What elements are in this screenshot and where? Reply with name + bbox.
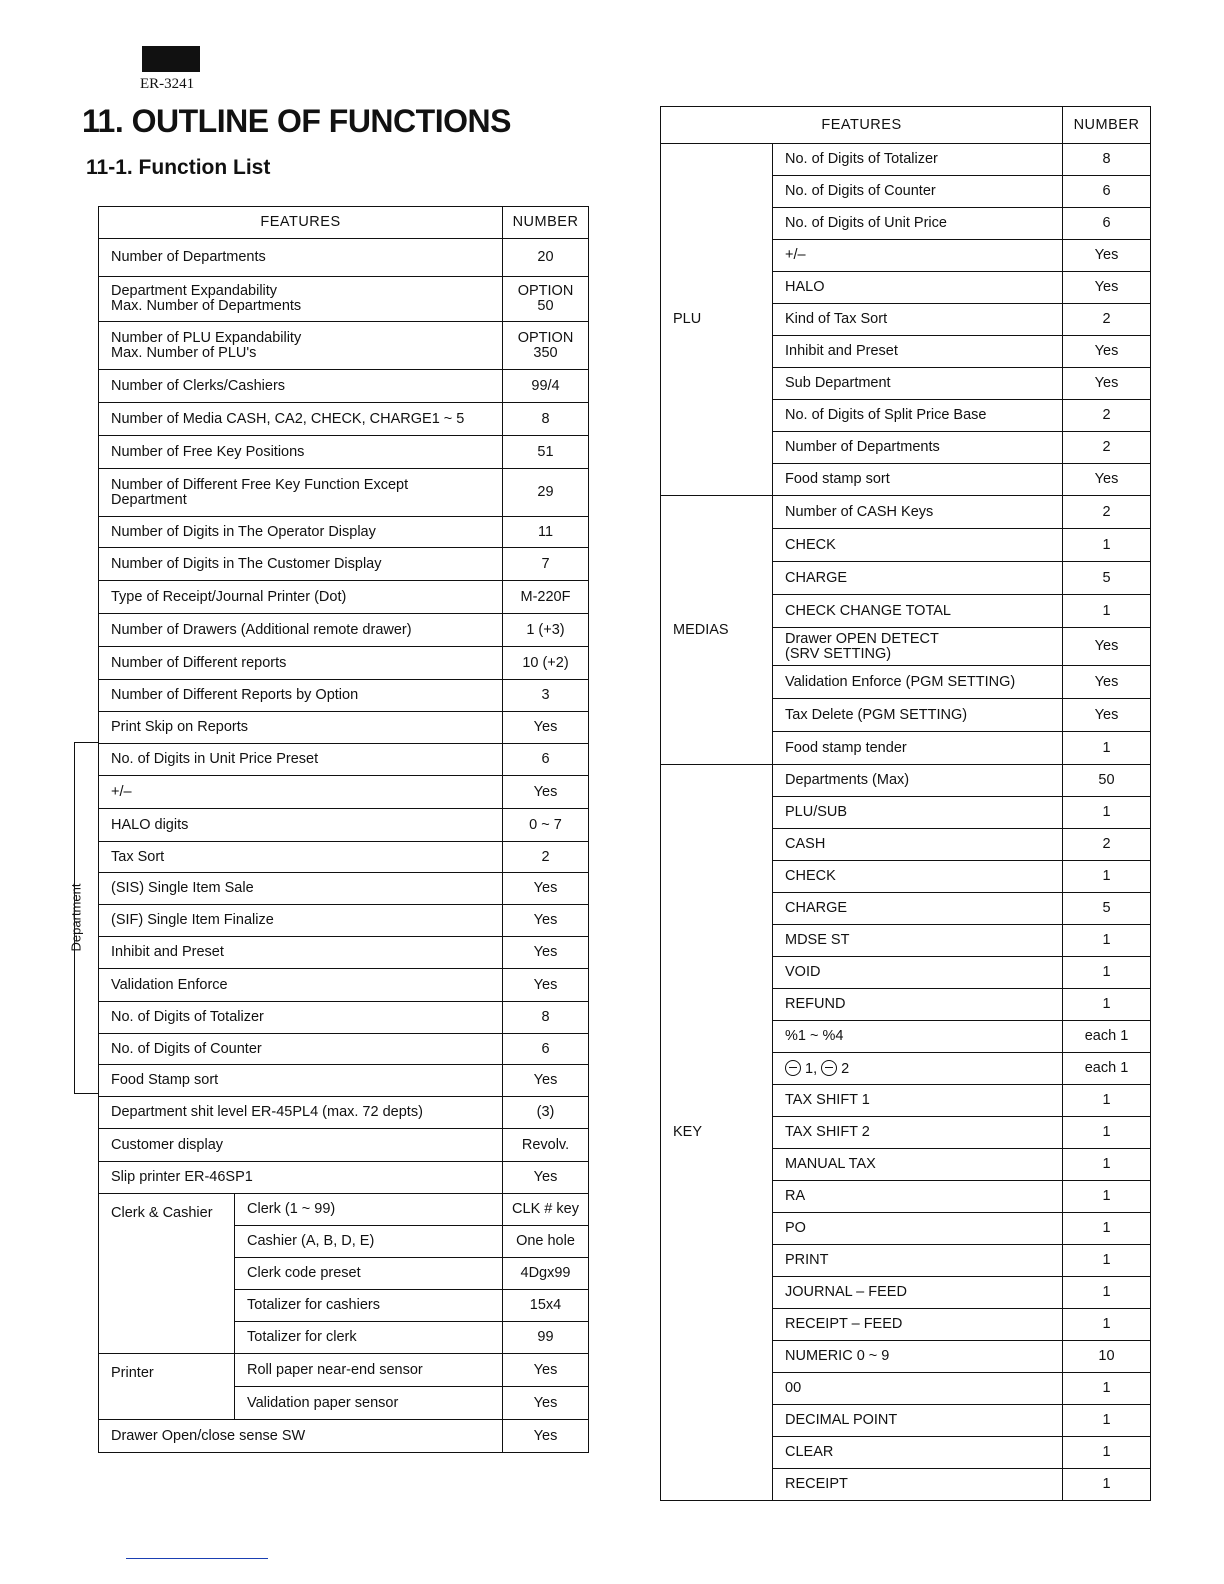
number-cell: Yes: [503, 1354, 589, 1387]
feature-cell: VOID: [773, 957, 1063, 989]
feature-cell: Customer display: [99, 1129, 503, 1162]
feature-cell-line2: Max. Number of PLU's: [111, 344, 257, 361]
feature-cell: (SIS) Single Item Sale: [99, 873, 503, 905]
number-cell: 0 ~ 7: [503, 809, 589, 842]
feature-cell: Validation Enforce (PGM SETTING): [773, 666, 1063, 699]
number-cell: 1: [1063, 1245, 1151, 1277]
feature-cell: Clerk code preset: [235, 1258, 503, 1290]
feature-cell: CASH: [773, 829, 1063, 861]
feature-cell: [99, 322, 503, 370]
table-row: [99, 403, 589, 436]
feature-cell: [773, 1053, 1063, 1085]
number-cell: Yes: [503, 1420, 589, 1453]
feature-cell: Number of Different reports: [99, 647, 503, 680]
header-features: FEATURES: [661, 107, 1063, 144]
feature-cell: Number of Different Reports by Option: [99, 680, 503, 712]
number-cell: (3): [503, 1097, 589, 1129]
group-plu: PLU: [661, 144, 773, 496]
group-printer: Printer: [99, 1354, 235, 1420]
table-row: [99, 517, 589, 548]
number-cell: 1: [1063, 732, 1151, 765]
table-row: [99, 905, 589, 937]
feature-cell: %1 ~ %4: [773, 1021, 1063, 1053]
table-row: [99, 969, 589, 1002]
number-cell-line2: 350: [533, 344, 558, 361]
table-header-row: [661, 107, 1151, 144]
feature-cell: Drawer Open/close sense SW: [99, 1420, 503, 1453]
number-cell-line1: OPTION: [517, 329, 574, 346]
feature-cell: Type of Receipt/Journal Printer (Dot): [99, 581, 503, 614]
table-row: [99, 937, 589, 969]
number-cell: 1: [1063, 989, 1151, 1021]
feature-cell: No. of Digits of Totalizer: [99, 1002, 503, 1034]
number-cell: 2: [1063, 496, 1151, 529]
number-cell: CLK # key: [503, 1194, 589, 1226]
table-row: [99, 744, 589, 776]
feature-cell: (SIF) Single Item Finalize: [99, 905, 503, 937]
table-row: [99, 842, 589, 873]
feature-cell: Inhibit and Preset: [99, 937, 503, 969]
number-cell: 5: [1063, 893, 1151, 925]
table-row: [99, 1034, 589, 1065]
number-cell: 99: [503, 1322, 589, 1354]
number-cell: Yes: [503, 1065, 589, 1097]
feature-cell: Number of Media CASH, CA2, CHECK, CHARGE1 ~ 5: [99, 403, 503, 436]
feature-cell: DECIMAL POINT: [773, 1405, 1063, 1437]
number-cell: 29: [503, 469, 589, 517]
number-cell: Yes: [503, 873, 589, 905]
feature-cell: TAX SHIFT 2: [773, 1117, 1063, 1149]
number-cell: each 1: [1063, 1053, 1151, 1085]
feature-cell: RA: [773, 1181, 1063, 1213]
number-cell: 2: [1063, 304, 1151, 336]
table-row: [99, 1420, 589, 1453]
feature-cell: Cashier (A, B, D, E): [235, 1226, 503, 1258]
number-cell: 8: [503, 403, 589, 436]
table-row: [99, 1194, 589, 1226]
number-cell: 20: [503, 239, 589, 277]
header-features: FEATURES: [99, 207, 503, 239]
number-cell: 2: [1063, 432, 1151, 464]
feature-cell: Number of Drawers (Additional remote drawer): [99, 614, 503, 647]
department-group-label: Department: [68, 883, 84, 952]
table-row: [99, 1097, 589, 1129]
number-cell: Yes: [1063, 368, 1151, 400]
feature-cell-line1: Department Expandability: [111, 283, 278, 299]
feature-cell: Validation paper sensor: [235, 1387, 503, 1420]
number-cell: 5: [1063, 562, 1151, 595]
table-row: [661, 496, 1151, 529]
number-cell: 15x4: [503, 1290, 589, 1322]
table-row: [99, 1354, 589, 1387]
feature-cell-line1: Drawer OPEN DETECT: [785, 630, 939, 647]
table-row: [99, 1162, 589, 1194]
feature-cell: Food stamp tender: [773, 732, 1063, 765]
feature-cell: Departments (Max): [773, 765, 1063, 797]
feature-cell: JOURNAL – FEED: [773, 1277, 1063, 1309]
section-subtitle: 11-1. Function List: [86, 156, 271, 179]
feature-cell: No. of Digits in Unit Price Preset: [99, 744, 503, 776]
feature-cell: +/–: [99, 776, 503, 809]
group-key: KEY: [661, 765, 773, 1501]
feature-cell-line2: Department: [111, 491, 187, 508]
feature-cell: No. of Digits of Counter: [773, 176, 1063, 208]
number-cell: 51: [503, 436, 589, 469]
feature-cell: Slip printer ER-46SP1: [99, 1162, 503, 1194]
feature-cell: No. of Digits of Split Price Base: [773, 400, 1063, 432]
number-cell: 10: [1063, 1341, 1151, 1373]
number-cell: Yes: [503, 1387, 589, 1420]
number-cell: Yes: [503, 905, 589, 937]
number-cell: 1: [1063, 861, 1151, 893]
feature-cell-line2: (SRV SETTING): [785, 645, 892, 662]
number-cell: 6: [503, 744, 589, 776]
feature-cell: +/–: [773, 240, 1063, 272]
number-cell: Yes: [1063, 628, 1151, 666]
feature-cell: [99, 469, 503, 517]
feature-cell: Tax Sort: [99, 842, 503, 873]
feature-cell: CHARGE: [773, 562, 1063, 595]
number-cell-line1: OPTION: [517, 283, 574, 299]
feature-cell: Kind of Tax Sort: [773, 304, 1063, 336]
number-cell: 4Dgx99: [503, 1258, 589, 1290]
table-row: [99, 1065, 589, 1097]
number-cell: Yes: [503, 712, 589, 744]
number-cell: 7: [503, 548, 589, 581]
number-cell: 1: [1063, 1469, 1151, 1501]
number-cell: Yes: [1063, 240, 1151, 272]
feature-cell: RECEIPT – FEED: [773, 1309, 1063, 1341]
logo-block: [142, 46, 200, 72]
number-cell: 1: [1063, 1181, 1151, 1213]
table-header-row: [99, 207, 589, 239]
right-function-table: [660, 106, 1151, 1501]
number-cell: 2: [1063, 829, 1151, 861]
number-cell: 1: [1063, 1117, 1151, 1149]
number-cell: 10 (+2): [503, 647, 589, 680]
number-cell: 1: [1063, 529, 1151, 562]
feature-cell: Department shit level ER-45PL4 (max. 72 depts): [99, 1097, 503, 1129]
table-row: [99, 712, 589, 744]
feature-cell: Clerk (1 ~ 99): [235, 1194, 503, 1226]
number-cell: 1: [1063, 1405, 1151, 1437]
feature-cell: Tax Delete (PGM SETTING): [773, 699, 1063, 732]
number-cell: Yes: [503, 776, 589, 809]
feature-cell: CHECK: [773, 861, 1063, 893]
number-cell: 1: [1063, 1085, 1151, 1117]
table-row: [99, 809, 589, 842]
feature-cell: Food stamp sort: [773, 464, 1063, 496]
feature-cell: [99, 277, 503, 322]
feature-cell: Food Stamp sort: [99, 1065, 503, 1097]
number-cell: Yes: [1063, 464, 1151, 496]
feature-cell: Number of Departments: [773, 432, 1063, 464]
table-row: [99, 469, 589, 517]
table-row: [99, 647, 589, 680]
feature-cell: CLEAR: [773, 1437, 1063, 1469]
table-row: [99, 548, 589, 581]
feature-cell: REFUND: [773, 989, 1063, 1021]
feature-cell: Validation Enforce: [99, 969, 503, 1002]
feature-cell: PRINT: [773, 1245, 1063, 1277]
feature-cell: No. of Digits of Unit Price: [773, 208, 1063, 240]
table-row: [99, 581, 589, 614]
table-row: [99, 277, 589, 322]
table-row: [99, 1129, 589, 1162]
number-cell: 50: [1063, 765, 1151, 797]
table-row: [99, 322, 589, 370]
number-cell: 1: [1063, 595, 1151, 628]
feature-cell: Sub Department: [773, 368, 1063, 400]
number-cell: 3: [503, 680, 589, 712]
number-cell: 2: [1063, 400, 1151, 432]
number-cell: 1: [1063, 957, 1151, 989]
number-cell: Yes: [503, 1162, 589, 1194]
number-cell: 1: [1063, 797, 1151, 829]
number-cell: M-220F: [503, 581, 589, 614]
number-cell: 1 (+3): [503, 614, 589, 647]
table-row: [661, 765, 1151, 797]
table-row: [99, 776, 589, 809]
number-cell: 1: [1063, 1309, 1151, 1341]
minus-circle-icon: [785, 1060, 801, 1076]
number-cell: Revolv.: [503, 1129, 589, 1162]
feature-cell: No. of Digits of Counter: [99, 1034, 503, 1065]
number-cell: 99/4: [503, 370, 589, 403]
feature-cell: CHARGE: [773, 893, 1063, 925]
feature-cell: Number of Free Key Positions: [99, 436, 503, 469]
feature-cell: PO: [773, 1213, 1063, 1245]
number-cell: 1: [1063, 1149, 1151, 1181]
model-number: ER-3241: [140, 76, 195, 92]
number-cell: each 1: [1063, 1021, 1151, 1053]
discount-key-1-label: 1,: [801, 1061, 822, 1077]
table-row: [99, 1002, 589, 1034]
header-number: NUMBER: [1063, 107, 1151, 144]
feature-cell: Totalizer for clerk: [235, 1322, 503, 1354]
number-cell: 1: [1063, 1437, 1151, 1469]
number-cell: 8: [503, 1002, 589, 1034]
table-row: [99, 873, 589, 905]
table-row: [99, 436, 589, 469]
table-row: [99, 680, 589, 712]
feature-cell: Number of Departments: [99, 239, 503, 277]
number-cell: 2: [503, 842, 589, 873]
number-cell: Yes: [503, 937, 589, 969]
feature-cell: Number of Digits in The Operator Display: [99, 517, 503, 548]
feature-cell: Number of CASH Keys: [773, 496, 1063, 529]
number-cell: Yes: [1063, 272, 1151, 304]
feature-cell: MDSE ST: [773, 925, 1063, 957]
feature-cell-line2: Max. Number of Departments: [111, 298, 302, 314]
feature-cell: MANUAL TAX: [773, 1149, 1063, 1181]
number-cell: [503, 322, 589, 370]
feature-cell: NUMERIC 0 ~ 9: [773, 1341, 1063, 1373]
feature-cell: Totalizer for cashiers: [235, 1290, 503, 1322]
feature-cell: HALO: [773, 272, 1063, 304]
feature-cell: RECEIPT: [773, 1469, 1063, 1501]
number-cell: 6: [1063, 208, 1151, 240]
number-cell: Yes: [1063, 666, 1151, 699]
feature-cell: PLU/SUB: [773, 797, 1063, 829]
feature-cell: [773, 628, 1063, 666]
table-row: [661, 144, 1151, 176]
feature-cell: Number of Digits in The Customer Display: [99, 548, 503, 581]
feature-cell: 00: [773, 1373, 1063, 1405]
feature-cell: CHECK CHANGE TOTAL: [773, 595, 1063, 628]
number-cell: 1: [1063, 1213, 1151, 1245]
feature-cell: No. of Digits of Totalizer: [773, 144, 1063, 176]
minus-circle-icon: [821, 1060, 837, 1076]
page-title: 11. OUTLINE OF FUNCTIONS: [82, 103, 511, 139]
number-cell: 8: [1063, 144, 1151, 176]
number-cell: [503, 277, 589, 322]
number-cell: Yes: [1063, 699, 1151, 732]
number-cell: 1: [1063, 925, 1151, 957]
header-number: NUMBER: [503, 207, 589, 239]
number-cell: 6: [1063, 176, 1151, 208]
feature-cell: Inhibit and Preset: [773, 336, 1063, 368]
number-cell: One hole: [503, 1226, 589, 1258]
discount-key-2-label: 2: [837, 1061, 850, 1077]
feature-cell-line1: Number of Different Free Key Function Except: [111, 476, 409, 493]
number-cell: Yes: [503, 969, 589, 1002]
feature-cell: CHECK: [773, 529, 1063, 562]
number-cell: 1: [1063, 1373, 1151, 1405]
table-row: [99, 370, 589, 403]
number-cell-line2: 50: [537, 298, 554, 314]
footer-link-line: [126, 1558, 268, 1559]
group-clerk-cashier: Clerk & Cashier: [99, 1194, 235, 1354]
feature-cell: TAX SHIFT 1: [773, 1085, 1063, 1117]
table-row: [99, 614, 589, 647]
feature-cell: Number of Clerks/Cashiers: [99, 370, 503, 403]
number-cell: 6: [503, 1034, 589, 1065]
feature-cell: Print Skip on Reports: [99, 712, 503, 744]
table-row: [99, 239, 589, 277]
group-medias: MEDIAS: [661, 496, 773, 765]
number-cell: 11: [503, 517, 589, 548]
number-cell: Yes: [1063, 336, 1151, 368]
feature-cell: Roll paper near-end sensor: [235, 1354, 503, 1387]
feature-cell: HALO digits: [99, 809, 503, 842]
feature-cell-line1: Number of PLU Expandability: [111, 329, 302, 346]
left-function-table: [98, 206, 589, 1453]
number-cell: 1: [1063, 1277, 1151, 1309]
